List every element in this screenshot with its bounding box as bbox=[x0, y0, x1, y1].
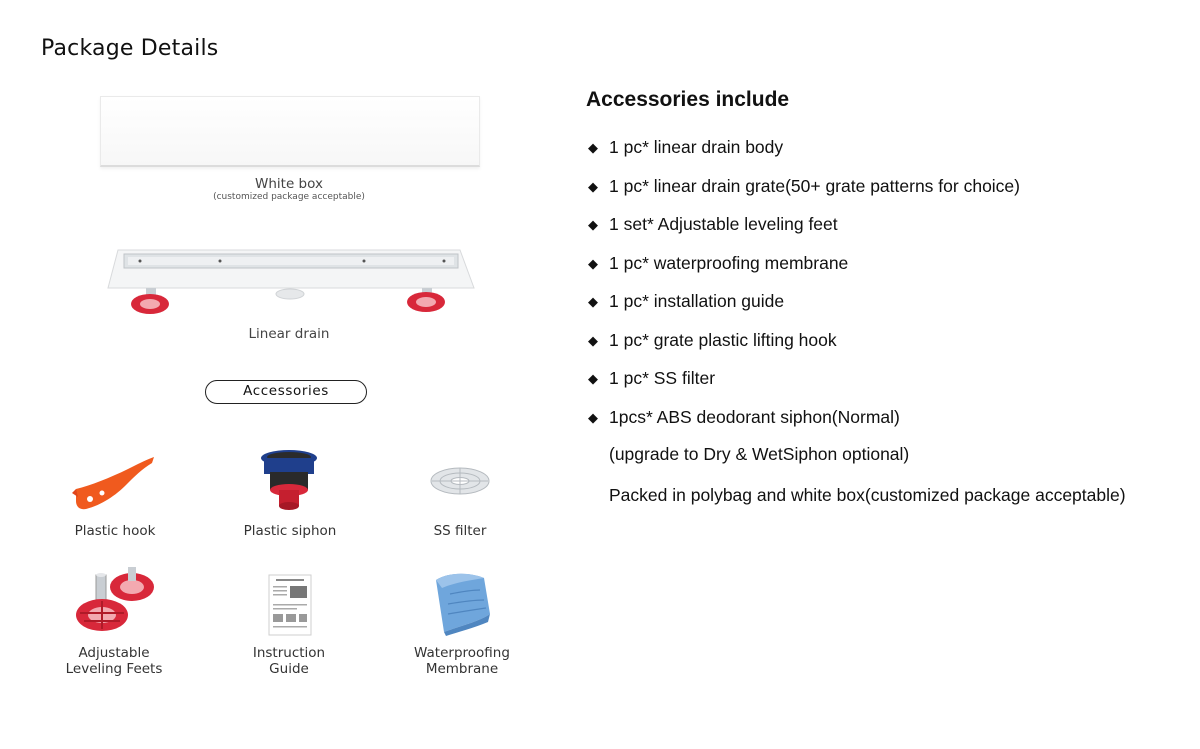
instruction-guide-label bbox=[226, 645, 352, 677]
membrane-label-line2: Membrane bbox=[425, 661, 499, 677]
linear-drain-label: Linear drain bbox=[248, 326, 330, 342]
list-item bbox=[588, 329, 1020, 368]
instruction-guide-label-line2: Guide bbox=[269, 661, 309, 677]
upgrade-note: (upgrade to Dry & WetSiphon optional) bbox=[609, 444, 910, 464]
list-item-text: 1 pc* waterproofing membrane bbox=[609, 252, 849, 273]
includes-list bbox=[588, 136, 1020, 444]
list-item bbox=[588, 175, 1020, 214]
bullet-icon: ◆ bbox=[588, 409, 598, 425]
leveling-feet-label-line2: Leveling Feets bbox=[65, 661, 163, 677]
linear-drain-image bbox=[104, 240, 476, 320]
leveling-feet-label bbox=[50, 645, 178, 677]
ss-filter-icon bbox=[430, 466, 490, 500]
list-item-text: 1 pc* linear drain body bbox=[609, 137, 784, 157]
list-item-text: 1 pc* linear drain grate(50+ grate patterns for choice) bbox=[609, 175, 1020, 196]
white-box-caption bbox=[150, 176, 428, 202]
includes-title: Accessories include bbox=[586, 88, 790, 111]
list-item bbox=[588, 213, 1020, 252]
leveling-feet-icon bbox=[74, 565, 156, 639]
list-item bbox=[588, 367, 1020, 406]
list-item bbox=[588, 252, 1020, 291]
bullet-icon: ◆ bbox=[588, 294, 598, 309]
bullet-icon: ◆ bbox=[588, 332, 598, 348]
white-box-label: White box bbox=[255, 176, 323, 192]
bullet-icon: ◆ bbox=[588, 371, 598, 386]
packing-note: Packed in polybag and white box(customized package acceptable) bbox=[609, 485, 1126, 505]
membrane-icon bbox=[430, 570, 494, 640]
list-item-text: 1 pc* SS filter bbox=[609, 368, 716, 388]
page-title: Package Details bbox=[41, 36, 219, 61]
white-box-sublabel: (customized package acceptable) bbox=[213, 192, 365, 202]
bullet-icon: ◆ bbox=[588, 217, 598, 232]
accessories-heading: Accessories bbox=[205, 380, 367, 404]
list-item bbox=[588, 136, 1020, 175]
leveling-feet-label-line1: Adjustable bbox=[78, 645, 150, 661]
ss-filter-label: SS filter bbox=[433, 523, 487, 539]
plastic-siphon-label: Plastic siphon bbox=[243, 523, 337, 539]
membrane-label-line1: Waterproofing bbox=[414, 645, 510, 661]
list-item-text: 1 set* Adjustable leveling feet bbox=[609, 214, 838, 234]
membrane-label bbox=[398, 645, 526, 677]
plastic-hook-label: Plastic hook bbox=[74, 523, 156, 539]
list-item-text: 1 pc* grate plastic lifting hook bbox=[609, 329, 837, 350]
bullet-icon: ◆ bbox=[588, 178, 598, 194]
plastic-hook-icon bbox=[72, 455, 158, 517]
bullet-icon: ◆ bbox=[588, 255, 598, 271]
plastic-siphon-icon bbox=[258, 448, 320, 516]
list-item bbox=[588, 290, 1020, 329]
bullet-icon: ◆ bbox=[588, 140, 598, 155]
white-box-image bbox=[100, 96, 480, 167]
list-item-text: 1pcs* ABS deodorant siphon(Normal) bbox=[609, 406, 900, 427]
instruction-guide-icon bbox=[268, 574, 312, 640]
list-item bbox=[588, 406, 1020, 445]
list-item-text: 1 pc* installation guide bbox=[609, 291, 785, 311]
instruction-guide-label-line1: Instruction bbox=[252, 645, 326, 661]
